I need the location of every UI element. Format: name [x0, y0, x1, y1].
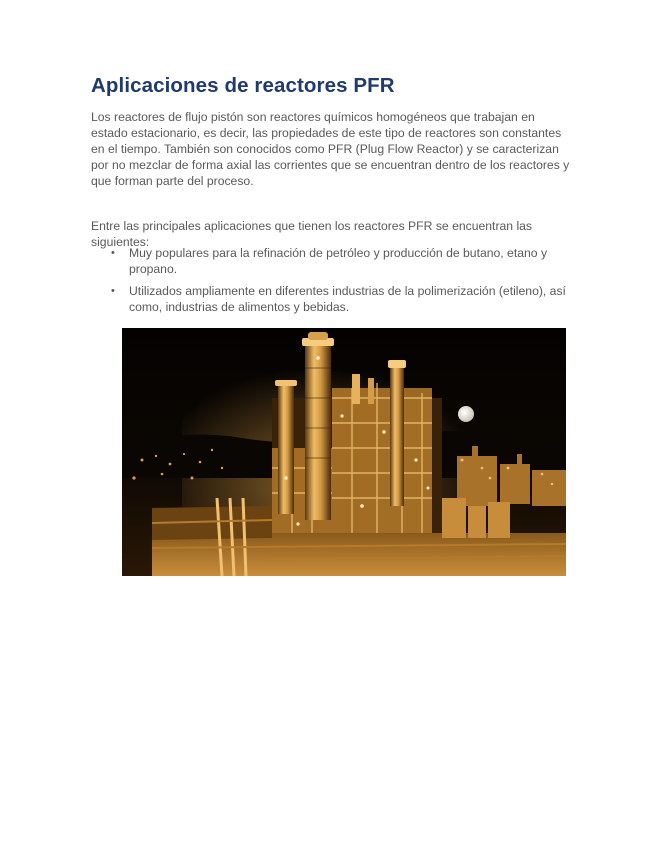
refinery-photo	[122, 328, 566, 576]
intro-paragraph: Los reactores de flujo pistón son reactores químicos homogéneos que trabajan en estado estacionario, es decir, las propiedades de este tipo de reactores son constantes en el tiempo. También son conocidos como PFR (Plug Flow Reactor) y se caracterizan por no mezclar de forma axial las corrientes que se encuentran dentro de los reactores y que forman parte del proceso.	[91, 110, 570, 188]
list-item-text: Muy populares para la refinación de petróleo y producción de butano, etano y propano.	[129, 246, 548, 276]
bullet-icon: •	[111, 247, 115, 259]
list-item-text: Utilizados ampliamente en diferentes industrias de la polimerización (etileno), así como, industrias de alimentos y bebidas.	[129, 284, 566, 314]
applications-intro-paragraph: Entre las principales aplicaciones que tienen los reactores PFR se encuentran las siguientes:	[91, 219, 533, 249]
bullet-icon: •	[111, 285, 115, 297]
list-item	[108, 283, 568, 315]
applications-list	[108, 245, 568, 321]
list-item	[108, 245, 568, 277]
page-title: Aplicaciones de reactores PFR	[91, 74, 395, 97]
